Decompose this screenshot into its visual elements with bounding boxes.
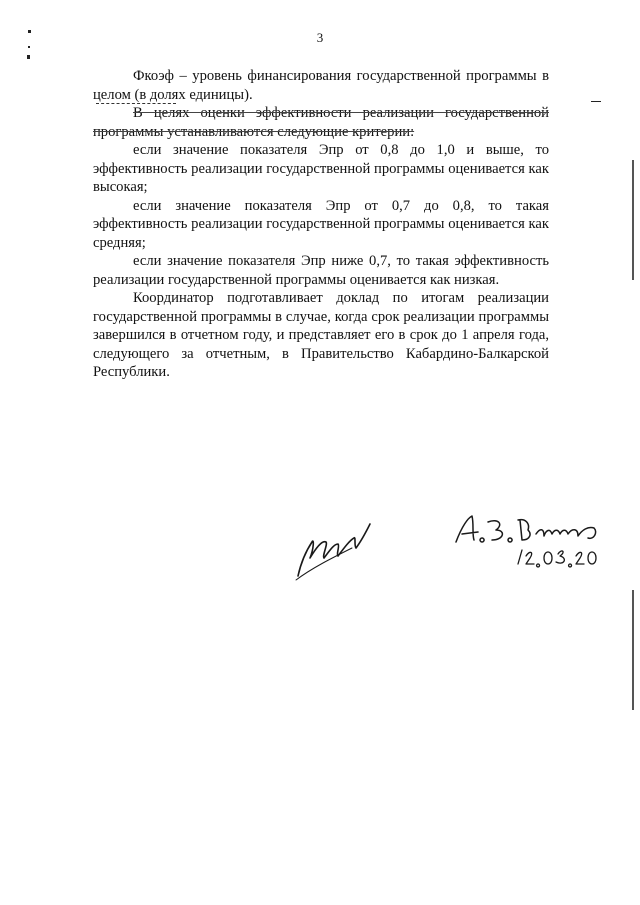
handwritten-signature-name-date: [448, 500, 608, 570]
edge-mark-right-3: [632, 590, 634, 710]
edge-mark-top-left-2: [28, 46, 30, 48]
paragraph-criterion-high: если значение показателя Эпр от 0,8 до 1,0 и выше, то эффективность реализации государственной программы оценивается как высокая;: [93, 142, 549, 195]
page-number: 3: [316, 30, 324, 45]
paragraph-coordinator-report: Координатор подготавливает доклад по итогам реализации государственной программы в случае, когда срок реализации программы завершился в отчетном году, и представляет его в срок до 1 апреля года, следующего за отчетным, в Правительство Кабардино-Балкарской Республики.: [93, 290, 549, 380]
signature-initials-drawing: [292, 518, 376, 582]
edge-mark-top-left-3: [27, 55, 30, 59]
paragraph-criteria-intro: В целях оценки эффективности реализации государственной программы устанавливаются следующие критерии:: [93, 105, 549, 140]
edge-mark-right-2: [632, 160, 634, 280]
document-body: [93, 67, 549, 382]
handwritten-signature-initials: [292, 518, 376, 582]
paragraph-criterion-medium: если значение показателя Эпр от 0,7 до 0,8, то такая эффективность реализации государственной программы оценивается как средняя;: [93, 197, 549, 251]
paragraph-criterion-low: если значение показателя Эпр ниже 0,7, то такая эффективность реализации государственной программы оценивается как низкая.: [93, 253, 549, 288]
signature-name-date-drawing: [448, 500, 608, 570]
edge-mark-right-1: [591, 101, 601, 102]
paragraph-fcoef-definition: Фкоэф – уровень финансирования государственной программы в целом (в долях единицы).: [93, 68, 549, 103]
edge-mark-top-left: [28, 30, 31, 33]
